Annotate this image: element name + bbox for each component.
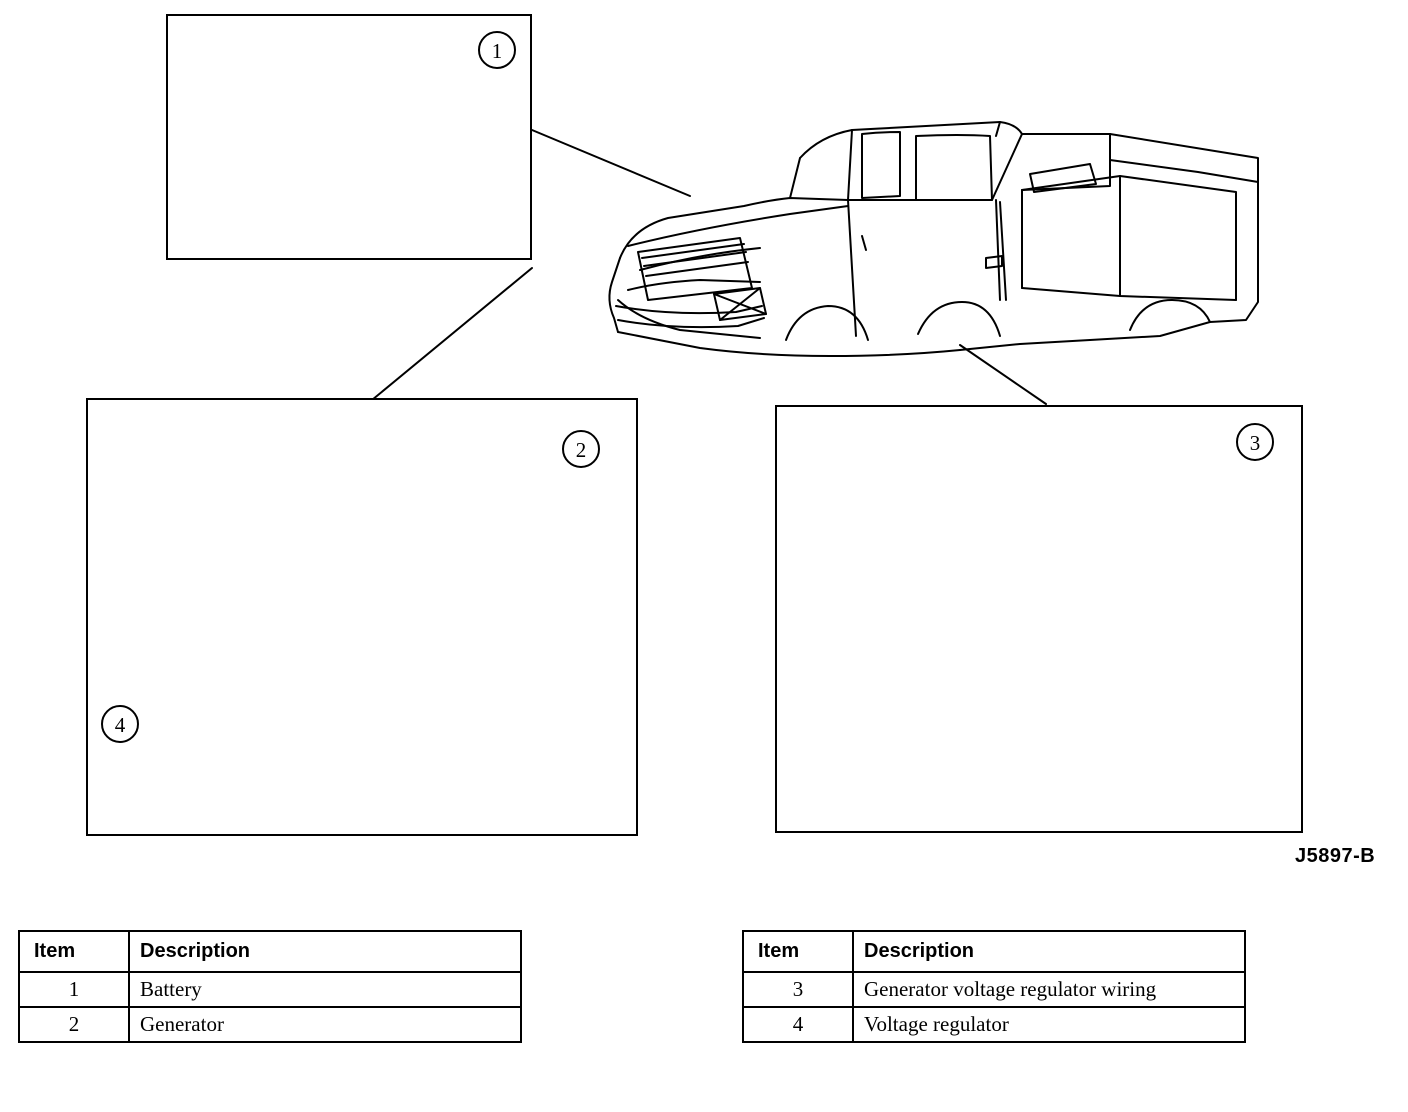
table-row: [743, 972, 1245, 1007]
table-row: [19, 1007, 521, 1042]
column-header-description: Description: [129, 931, 521, 972]
parts-table-left: [18, 930, 522, 1043]
callout-2: 2: [562, 430, 600, 468]
cell-description: Battery: [129, 972, 521, 1007]
callout-3: 3: [1236, 423, 1274, 461]
panel-wiring: [775, 405, 1303, 833]
table-header-row: [19, 931, 521, 972]
table-row: [19, 972, 521, 1007]
cell-item: 4: [743, 1007, 853, 1042]
panel-generator: [86, 398, 638, 836]
cell-description: Generator: [129, 1007, 521, 1042]
column-header-description: Description: [853, 931, 1245, 972]
cell-description: Voltage regulator: [853, 1007, 1245, 1042]
column-header-item: Item: [743, 931, 853, 972]
cell-item: 1: [19, 972, 129, 1007]
column-header-item: Item: [19, 931, 129, 972]
figure-code: J5897-B: [1295, 845, 1376, 867]
table-row: [743, 1007, 1245, 1042]
pickup-truck-illustration: [609, 122, 1258, 356]
table-header-row: [743, 931, 1245, 972]
cell-description: Generator voltage regulator wiring: [853, 972, 1245, 1007]
cell-item: 3: [743, 972, 853, 1007]
cell-item: 2: [19, 1007, 129, 1042]
parts-table-right: [742, 930, 1246, 1043]
callout-1: 1: [478, 31, 516, 69]
callout-4: 4: [101, 705, 139, 743]
